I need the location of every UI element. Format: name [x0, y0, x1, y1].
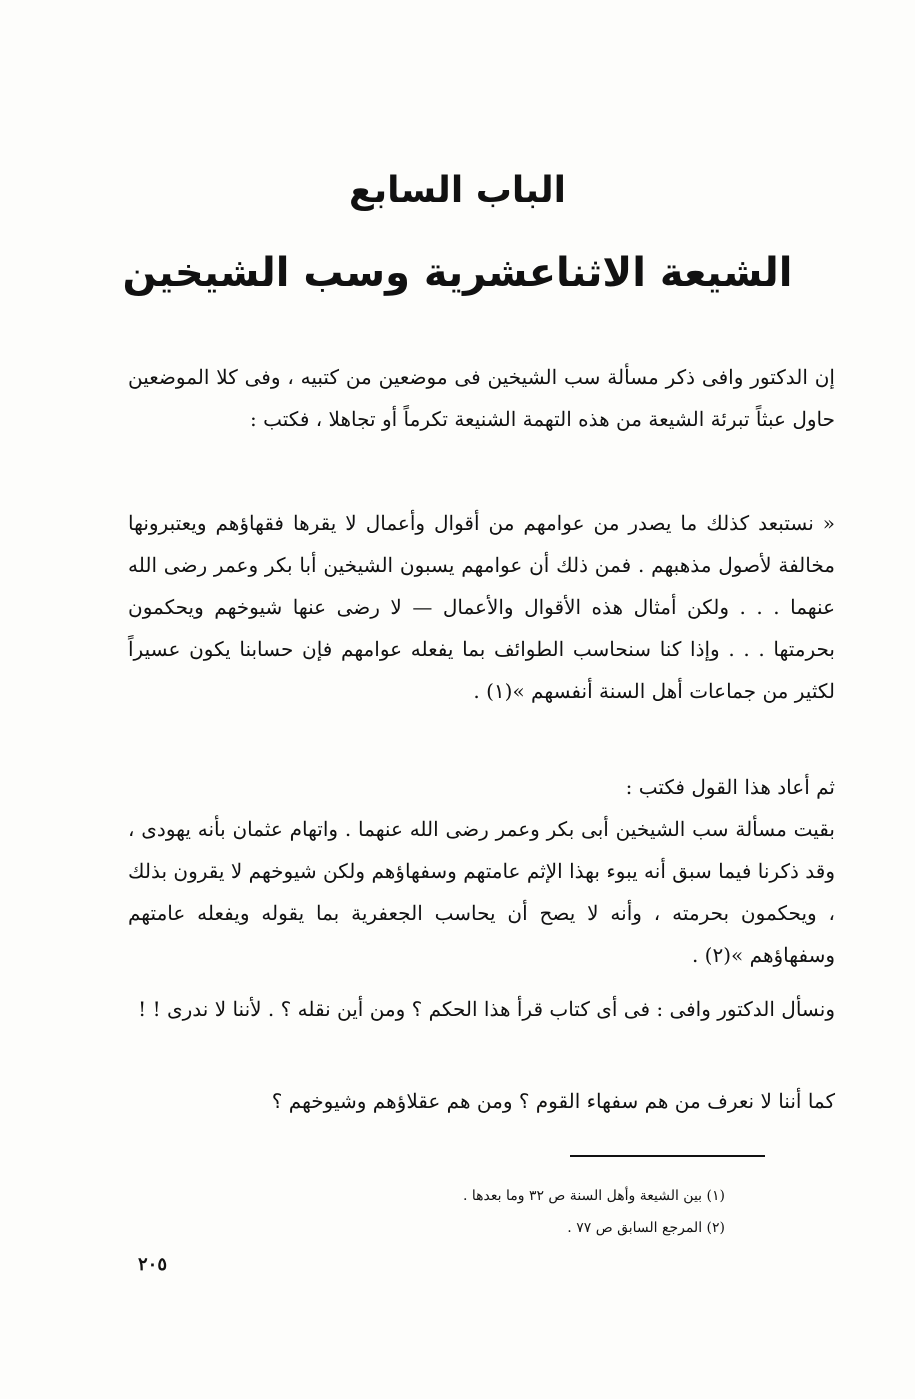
paragraph-quote-1: « نستبعد كذلك ما يصدر من عوامهم من أقوال وأعمال لا يقرها فقهاؤهم ويعتبرونها مخالفة لأصول مذهبهم . فمن ذلك أن عوامهم يسبون الشيخين أبا بكر وعمر رضى الله عنهما . . . ولكن أمثال هذه الأقوال والأعمال — لا رضى عنها شيوخهم ويحكمون بحرمتها . . . وإذا كنا سنحاسب الطوائف بما يفعله عوامهم فإن حسابنا يكون عسيراً لكثير من جماعات أهل السنة أنفسهم »(١) . — [128, 511, 835, 703]
chapter-title: الباب السابع — [349, 170, 566, 211]
paragraph-quote-2: بقيت مسألة سب الشيخين أبى بكر وعمر رضى الله عنهما . واتهام عثمان بأنه يهودى ، وقد ذكرنا فيما سبق أنه يبوء بهذا الإثم عامتهم وسفهاؤهم ولكن شيوخهم لا يقرون بذلك ، ويحكمون بحرمته ، وأنه لا يصح أن يحاسب الجعفرية بما يقوله ويفعله عامتهم وسفهاؤهم »(٢) . — [128, 817, 835, 967]
page-number: ٢٠٥ — [138, 1254, 168, 1275]
footnote-2: (٢) المرجع السابق ص ٧٧ . — [567, 1220, 725, 1236]
paragraph-closing: كما أننا لا نعرف من هم سفهاء القوم ؟ ومن هم عقلاؤهم وشيوخهم ؟ — [271, 1089, 835, 1113]
paragraph-intro: إن الدكتور وافى ذكر مسألة سب الشيخين فى موضعين من كتبيه ، وفى كلا الموضعين حاول عبثاً تبرئة الشيعة من هذه التهمة الشنيعة تكرماً أو تجاهلا ، فكتب : — [128, 365, 835, 431]
chapter-heading: الشيعة الاثناعشرية وسب الشيخين — [122, 250, 793, 296]
footnote-divider — [570, 1155, 765, 1157]
paragraph-transition: ثم أعاد هذا القول فكتب : — [625, 775, 835, 799]
paragraph-question: ونسأل الدكتور وافى : فى أى كتاب قرأ هذا الحكم ؟ ومن أين نقله ؟ . لأننا لا ندرى ! ! — [138, 997, 835, 1021]
footnote-1: (١) بين الشيعة وأهل السنة ص ٣٢ وما بعدها . — [462, 1188, 725, 1204]
